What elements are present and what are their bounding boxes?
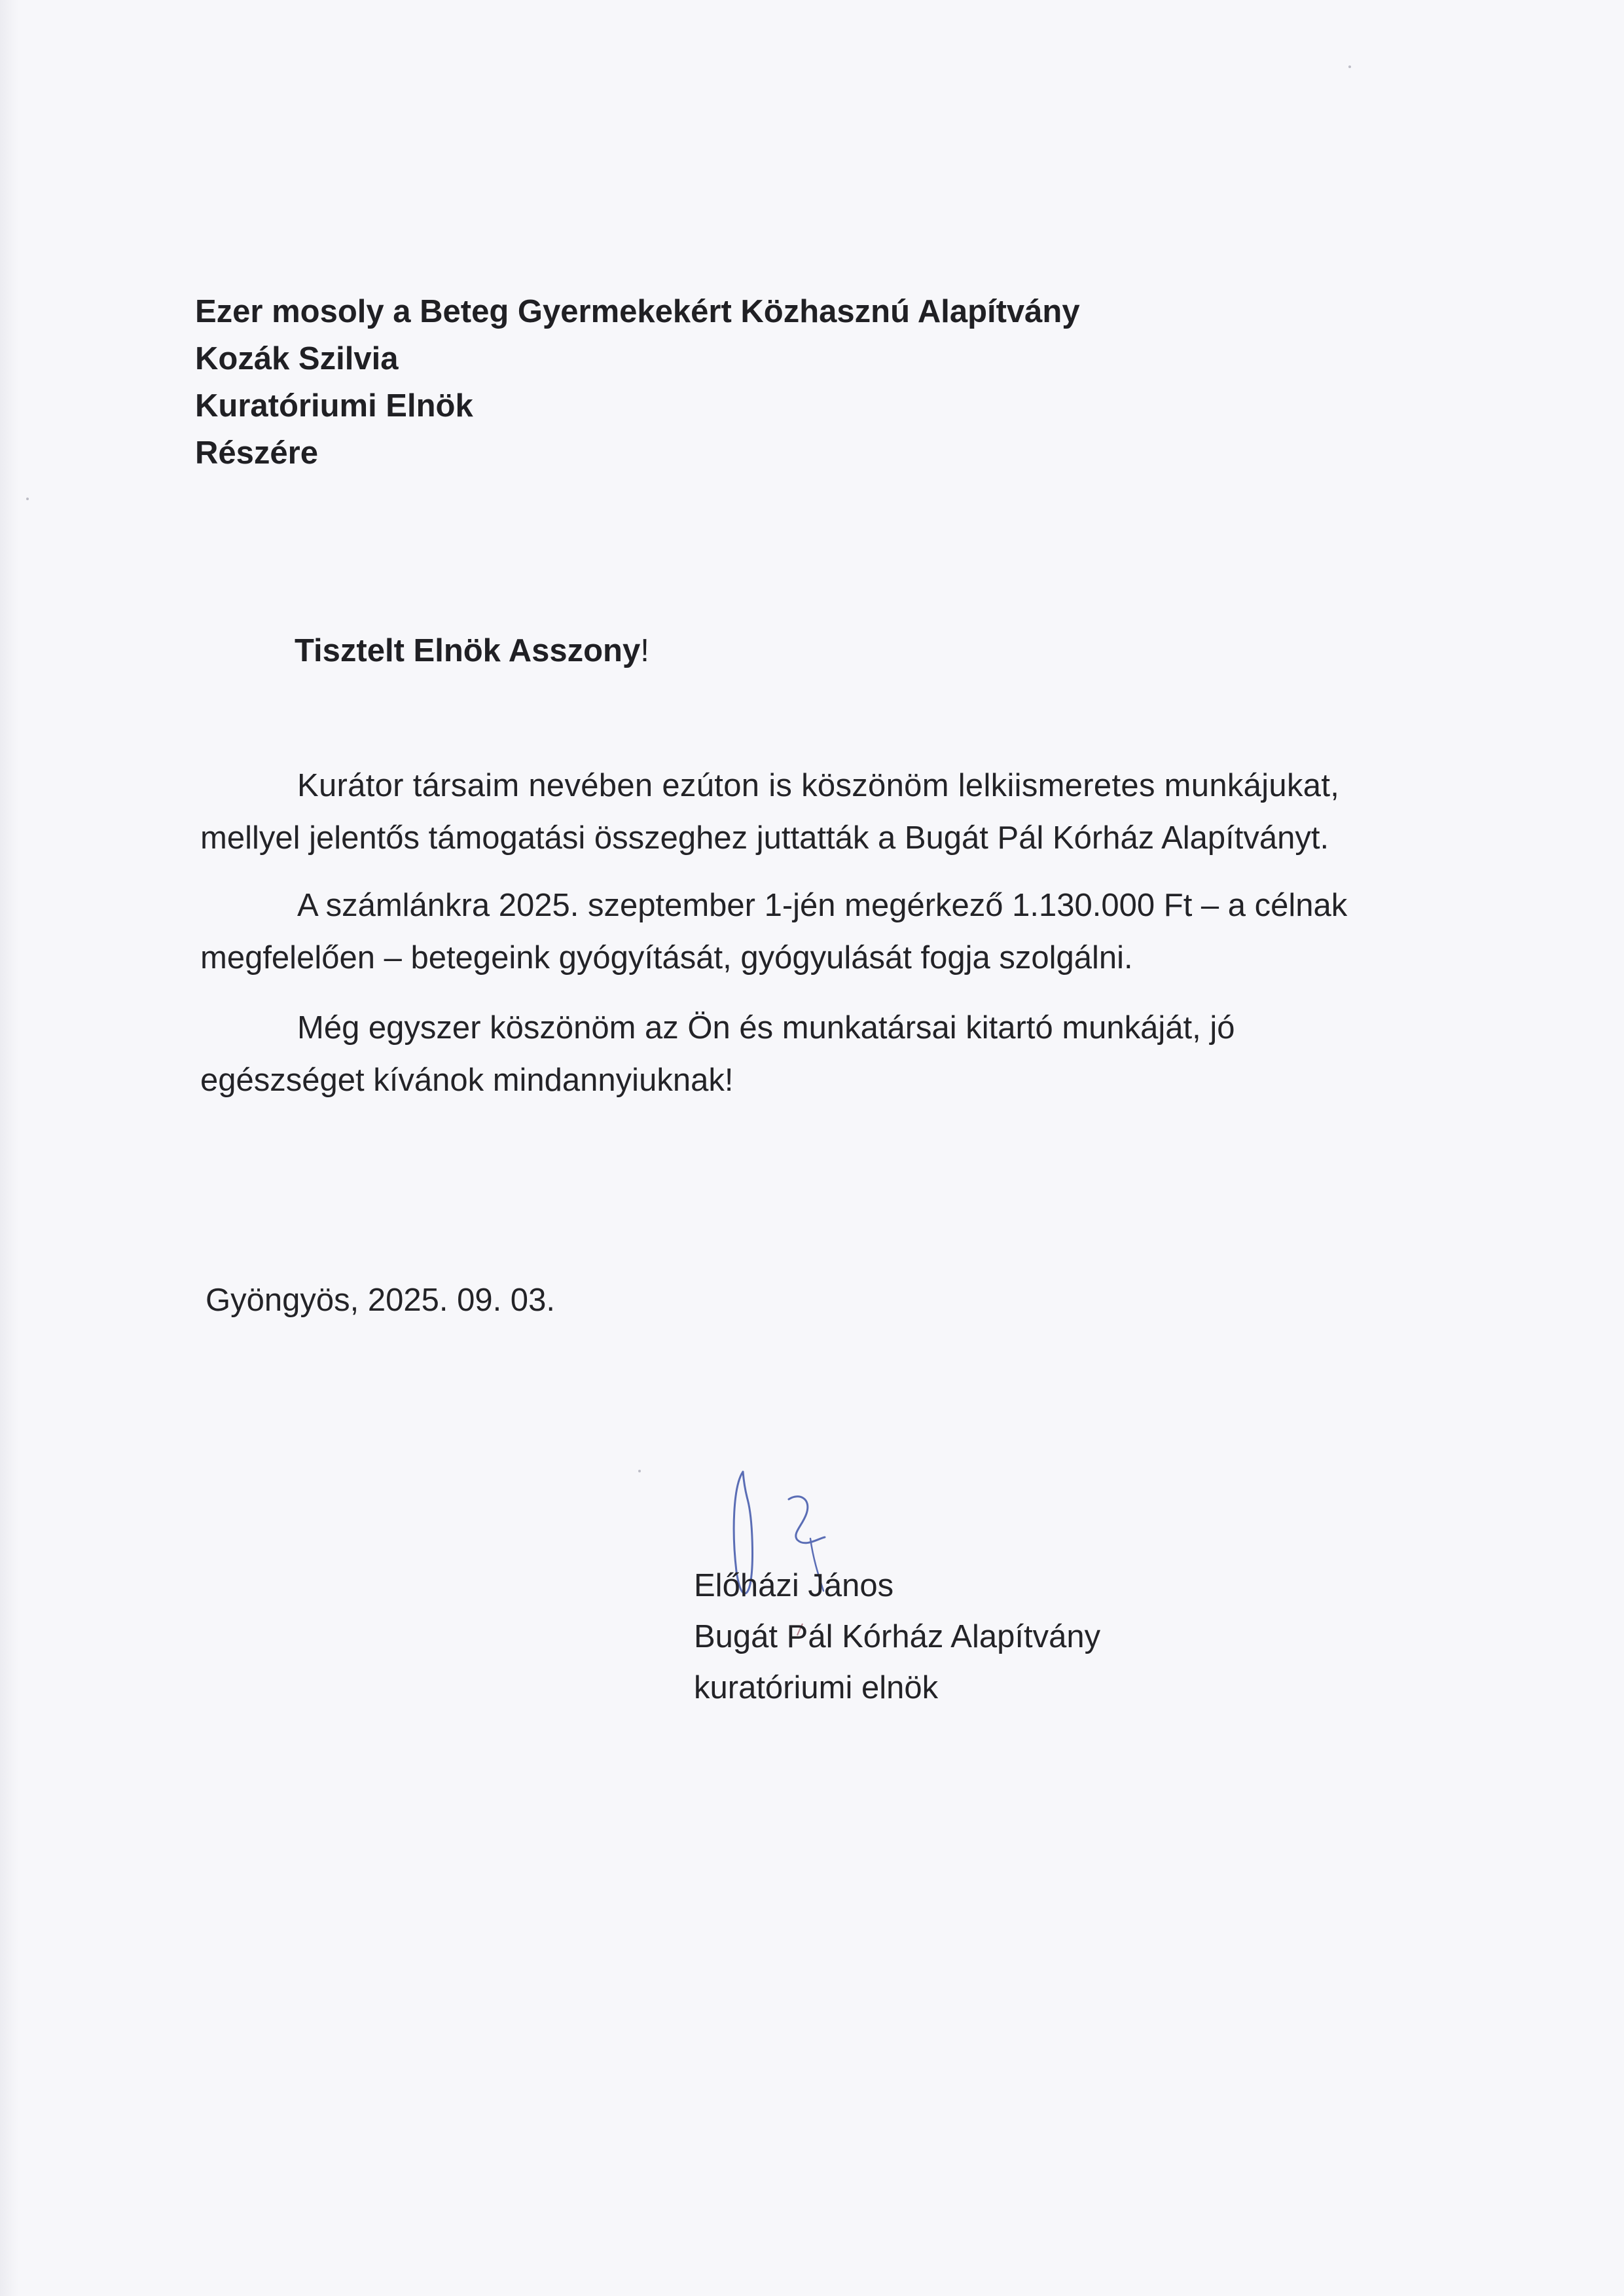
recipient-address-block (195, 288, 1080, 477)
body-line: A számlánkra 2025. szeptember 1-jén megérkező 1.130.000 Ft – a célnak (297, 888, 1348, 923)
signatory-title: kuratóriumi elnök (694, 1670, 939, 1705)
salutation (295, 627, 649, 674)
salutation-text: Tisztelt Elnök Asszony (295, 633, 641, 668)
body-line: megfelelően – betegeink gyógyítását, gyógyulását fogja szolgálni. (200, 940, 1133, 975)
signatory-organization: Bugát Pál Kórház Alapítvány (694, 1619, 1101, 1654)
scan-speck (1348, 65, 1351, 68)
body-line: egészséget kívánok mindannyiuknak! (200, 1063, 734, 1098)
scan-speck (26, 498, 29, 500)
place-and-date: Gyöngyös, 2025. 09. 03. (206, 1283, 555, 1318)
scan-speck (638, 1470, 641, 1472)
recipient-for: Részére (195, 435, 318, 471)
recipient-organization: Ezer mosoly a Beteg Gyermekekért Közhasznú Alapítvány (195, 294, 1080, 329)
body-paragraph-3 (200, 1002, 1431, 1106)
body-paragraph-2 (200, 879, 1431, 984)
scan-edge-shadow (0, 0, 18, 2296)
recipient-name: Kozák Szilvia (195, 341, 399, 376)
signatory-block (694, 1560, 1100, 1713)
recipient-title: Kuratóriumi Elnök (195, 388, 473, 424)
body-paragraph-1 (200, 759, 1431, 864)
body-line: Még egyszer köszönöm az Ön és munkatársai kitartó munkáját, jó (297, 1010, 1235, 1046)
body-line: mellyel jelentős támogatási összeghez juttatták a Bugát Pál Kórház Alapítványt. (200, 820, 1329, 856)
signatory-name: Előházi János (694, 1568, 894, 1603)
body-line: Kurátor társaim nevében ezúton is köszönöm lelkiismeretes munkájukat, (297, 768, 1340, 803)
salutation-punctuation: ! (640, 633, 649, 668)
